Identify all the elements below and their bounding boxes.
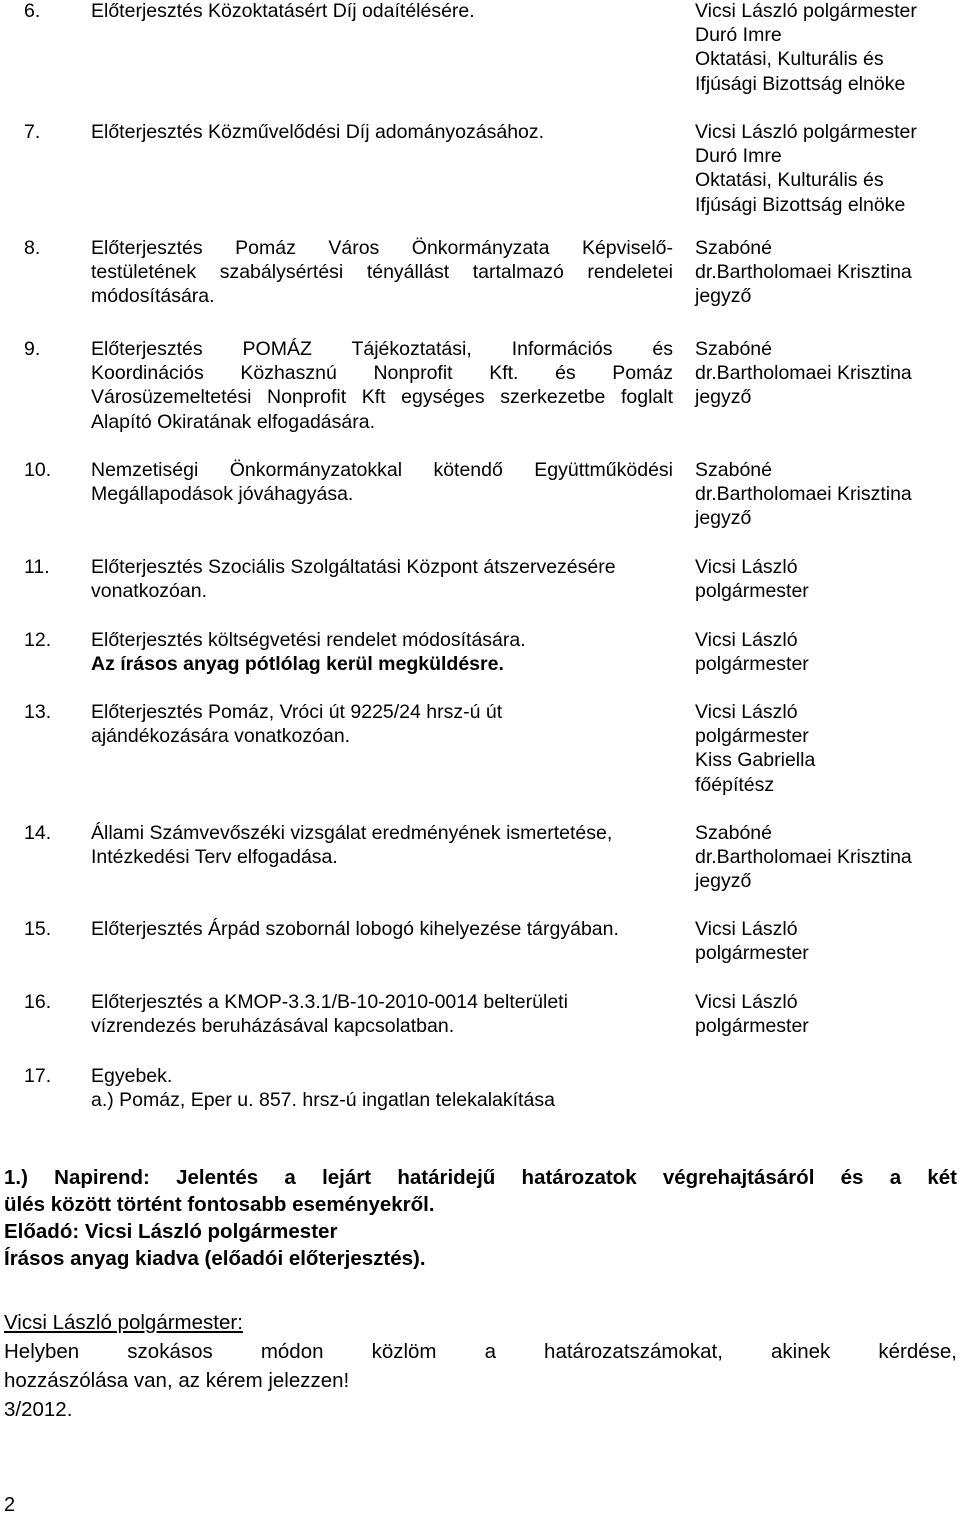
presenter-line: Vicsi László — [695, 556, 798, 578]
description-line: Nemzetiségi Önkormányzatokkal kötendő Együttműködési — [91, 459, 673, 481]
item-description — [91, 628, 673, 676]
item-number: 8. — [24, 237, 41, 259]
presenter-line: dr.Bartholomaei Krisztina — [695, 261, 912, 284]
presenter-line: jegyző — [695, 870, 752, 893]
item-description — [91, 821, 673, 869]
presenter-line: Oktatási, Kulturális és — [695, 169, 884, 192]
description-line: vízrendezés beruházásával kapcsolatban. — [91, 1015, 455, 1038]
item-presenter — [695, 236, 957, 309]
presenter-line: jegyző — [695, 507, 752, 530]
presenter-line: dr.Bartholomaei Krisztina — [695, 362, 912, 385]
presenter-line: Szabóné — [695, 338, 772, 360]
description-line: Intézkedési Terv elfogadása. — [91, 846, 338, 869]
presenter-line: dr.Bartholomaei Krisztina — [695, 483, 912, 506]
description-line: módosítására. — [91, 285, 215, 308]
presenter-line: polgármester — [695, 653, 809, 676]
presenter-line: Vicsi László — [695, 629, 798, 651]
description-line: Állami Számvevőszéki vizsgálat eredményének ismertetése, — [91, 822, 613, 844]
description-line: Előterjesztés Szociális Szolgáltatási Központ átszervezésére — [91, 556, 616, 578]
presenter-line: Vicsi László polgármester — [695, 0, 917, 22]
item-description — [91, 1064, 673, 1112]
item-presenter — [695, 700, 957, 797]
presenter-line: Vicsi László polgármester — [695, 121, 917, 143]
presenter-line: dr.Bartholomaei Krisztina — [695, 846, 912, 869]
description-line: Előterjesztés költségvetési rendelet módosítására. — [91, 629, 526, 651]
napirend-section — [4, 1164, 957, 1272]
description-line: Előterjesztés Közoktatásért Díj odaítélésére. — [91, 0, 475, 22]
item-number: 14. — [24, 822, 52, 844]
presenter-line: Duró Imre — [695, 145, 782, 168]
description-line: Egyebek. — [91, 1065, 173, 1087]
speaker-section — [4, 1308, 957, 1424]
item-presenter — [695, 337, 957, 410]
item-number: 7. — [24, 121, 41, 143]
description-line: ajándékozására vonatkozóan. — [91, 725, 351, 748]
item-description — [91, 555, 673, 603]
item-number: 6. — [24, 0, 41, 22]
item-description — [91, 236, 673, 309]
item-presenter — [695, 458, 957, 531]
presenter-line: Oktatási, Kulturális és — [695, 48, 884, 71]
presenter-line: polgármester — [695, 1015, 809, 1038]
item-presenter — [695, 821, 957, 894]
presenter-line: polgármester — [695, 725, 809, 748]
item-number: 9. — [24, 338, 41, 360]
presenter-line: Vicsi László — [695, 991, 798, 1013]
item-presenter — [695, 628, 957, 676]
item-description — [91, 917, 673, 941]
napirend-written-material: Írásos anyag kiadva (előadói előterjesztés). — [4, 1247, 426, 1270]
presenter-line: Vicsi László — [695, 701, 798, 723]
description-line: Előterjesztés POMÁZ Tájékoztatási, Információs és — [91, 338, 673, 360]
presenter-line: Ifjúsági Bizottság elnöke — [695, 193, 906, 216]
speaker-name: Vicsi László polgármester: — [4, 1311, 243, 1334]
presenter-line: jegyző — [695, 386, 752, 409]
presenter-line: Ifjúsági Bizottság elnöke — [695, 72, 906, 95]
item-number: 10. — [24, 459, 52, 481]
item-description — [91, 458, 673, 506]
speaker-text-line: hozzászólása van, az kérem jelezzen! — [4, 1369, 350, 1392]
description-line: Előterjesztés Közművelődési Díj adományozásához. — [91, 121, 545, 143]
presenter-line: Kiss Gabriella — [695, 749, 816, 772]
item-description — [91, 337, 673, 434]
item-description — [91, 120, 673, 144]
description-note-bold: Az írásos anyag pótlólag kerül megküldésre. — [91, 653, 504, 676]
napirend-title-line: 1.) Napirend: Jelentés a lejárt határidejű határozatok végrehajtásáról és a két — [4, 1166, 957, 1189]
item-description — [91, 700, 673, 748]
description-line: Előterjesztés Pomáz Város Önkormányzata Képviselő- — [91, 237, 673, 259]
description-line: Előterjesztés a KMOP-3.3.1/B-10-2010-0014 belterületi — [91, 991, 568, 1013]
item-number: 16. — [24, 991, 52, 1013]
description-line: vonatkozóan. — [91, 580, 208, 603]
presenter-line: Duró Imre — [695, 24, 782, 47]
item-presenter — [695, 555, 957, 603]
page-number: 2 — [4, 1494, 16, 1516]
presenter-line: polgármester — [695, 580, 809, 603]
presenter-line: polgármester — [695, 942, 809, 965]
item-presenter — [695, 0, 957, 96]
description-line: testületének szabálysértési tényállást tartalmazó rendeletei — [91, 261, 673, 284]
presenter-line: Szabóné — [695, 459, 772, 481]
description-line: a.) Pomáz, Eper u. 857. hrsz-ú ingatlan telekalakítása — [91, 1089, 555, 1112]
presenter-line: Vicsi László — [695, 918, 798, 940]
item-presenter — [695, 917, 957, 965]
item-description — [91, 990, 673, 1038]
presenter-line: Szabóné — [695, 822, 772, 844]
item-number: 17. — [24, 1065, 52, 1087]
speaker-text-line: Helyben szokásos módon közlöm a határozatszámokat, akinek kérdése, — [4, 1340, 957, 1363]
description-line: Koordinációs Közhasznú Nonprofit Kft. és Pomáz — [91, 362, 673, 385]
presenter-line: Szabóné — [695, 237, 772, 259]
item-number: 11. — [24, 556, 50, 578]
napirend-title-line: ülés között történt fontosabb eseményekről. — [4, 1193, 435, 1216]
item-presenter — [695, 990, 957, 1038]
napirend-presenter: Előadó: Vicsi László polgármester — [4, 1220, 338, 1243]
description-line: Városüzemeltetési Nonprofit Kft egységes szerkezetbe foglalt — [91, 386, 673, 409]
item-number: 13. — [24, 701, 52, 723]
description-line: Előterjesztés Árpád szobornál lobogó kihelyezése tárgyában. — [91, 918, 619, 940]
presenter-line: jegyző — [695, 285, 752, 308]
description-line: Alapító Okiratának elfogadására. — [91, 410, 376, 433]
description-line: Előterjesztés Pomáz, Vróci út 9225/24 hrsz-ú út — [91, 701, 503, 723]
item-number: 12. — [24, 629, 52, 651]
description-line: Megállapodások jóváhagyása. — [91, 483, 354, 506]
item-description — [91, 0, 673, 23]
resolution-number: 3/2012. — [4, 1398, 73, 1421]
presenter-line: főépítész — [695, 773, 775, 796]
item-presenter — [695, 120, 957, 217]
item-number: 15. — [24, 918, 52, 940]
